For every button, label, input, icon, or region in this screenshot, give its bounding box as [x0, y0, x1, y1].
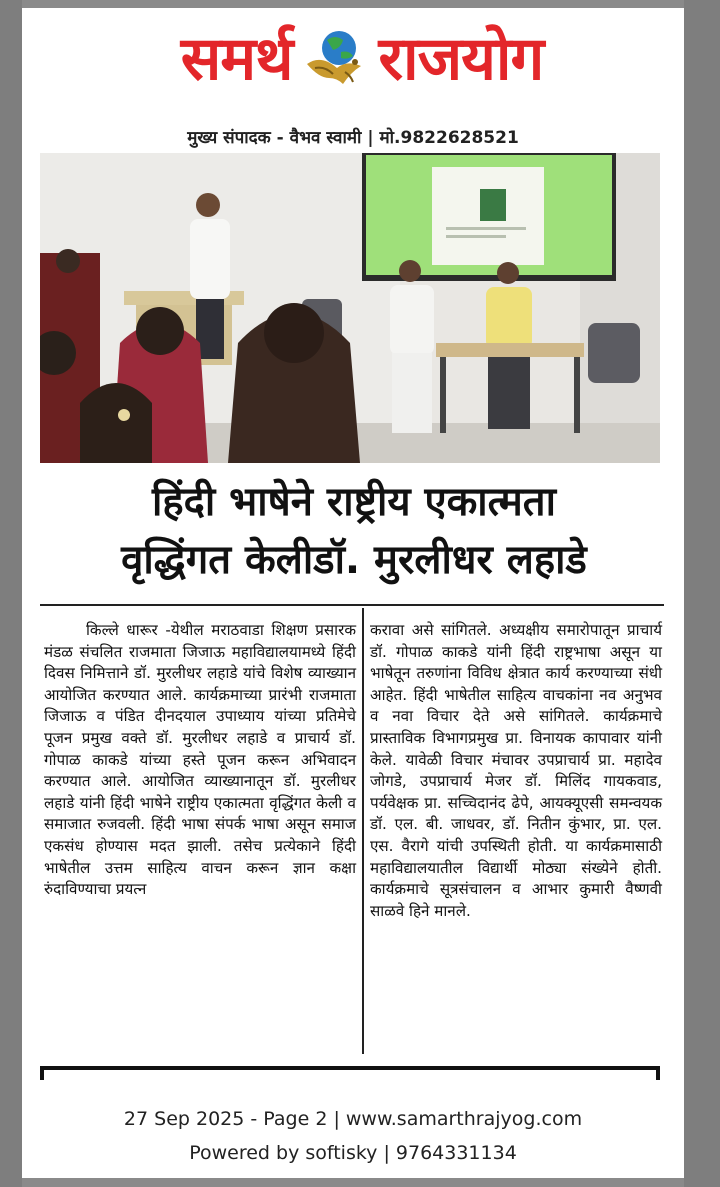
headline-rule — [40, 604, 664, 606]
brand-left-word: समर्थ — [180, 24, 293, 94]
brand-right-word: राजयोग — [378, 24, 544, 94]
article-column-left: किल्ले धारूर -येथील मराठवाडा शिक्षण प्रसारक मंडळ संचलित राजमाता जिजाऊ महाविद्यालयामध्ये हिंदी दिवस निमित्ताने डॉ. मुरलीधर लहाडे यांचे विशेष व्याख्यान आयोजित करण्यात आले. कार्यक्रमाच्या प्रारंभी राजमाता जिजाऊ व पंडित दीनदयाल उपाध्याय यांच्या प्रतिमेचे पूजन प्रमुख वक्ते डॉ. मुरलीधर लहाडे व प्राचार्य डॉ. गोपाळ काकडे यांच्या हस्ते पूजन करून अभिवादन करण्यात आले. आयोजित व्याख्यानातून डॉ. मुरलीधर लहाडे यांनी हिंदी भाषेने राष्ट्रीय एकात्मता वृद्धिंगत केली व समाजात रुजवली. हिंदी भाषा संपर्क भाषा असून समाज एकसंध होण्यास मदत झाली. तसेच प्रत्येकाने हिंदी भाषेतील उत्तम साहित्य वाचन करून ज्ञान कक्षा रुंदाविण्याचा प्रयत्न — [44, 621, 356, 899]
editor-contact-line: मुख्य संपादक - वैभव स्वामी | मो.9822628521 — [187, 128, 519, 148]
footer-rule-tick-right — [656, 1066, 660, 1080]
footer-date-website: 27 Sep 2025 - Page 2 | www.samarthrajyog.com — [123, 1108, 583, 1130]
article-column-right: करावा असे सांगितले. अध्यक्षीय समारोपातून प्राचार्य डॉ. गोपाळ काकडे यांनी हिंदी राष्ट्रभाषा असून या भाषेतून तरुणांना विविध क्षेत्रात कार्य करण्याच्या संधी आहेत. हिंदी भाषेतील साहित्य वाचकांना नव अनुभव व नवा विचार देते असे सांगितले. कार्यक्रमाचे प्रास्ताविक विभागप्रमुख प्रा. विनायक कापावार यांनी केले. यावेळी विचार मंचावर उपप्राचार्य प्रा. महादेव जोगडे, उपप्राचार्य मेजर डॉ. मिलिंद गायकवाड, पर्यवेक्षक प्रा. सच्चिदानंद ढेपे, आयक्यूएसी समन्वयक डॉ. एल. बी. जाधवर, डॉ. नितीन कुंभार, प्रा. एल. एस. वैरागे यांची उपस्थिती होती. या कार्यक्रमासाठी महाविद्यालयातील विद्यार्थी मोठ्या संख्येने होती. कार्यक्रमाचे सूत्रसंचालन व आभार कुमारी वैष्णवी साळवे हिने मानले. — [370, 621, 662, 920]
footer-powered-by: Powered by softisky | 9764331134 — [189, 1142, 517, 1164]
newspaper-page — [22, 8, 684, 1178]
footer-rule — [40, 1066, 660, 1070]
headline-line-1: हिंदी भाषेने राष्ट्रीय एकात्मता — [152, 479, 556, 525]
right-frame — [684, 0, 720, 1187]
footer-rule-tick-left — [40, 1066, 44, 1080]
headline-line-2: वृद्धिंगत केलीडॉ. मुरलीधर लहाडे — [121, 537, 587, 583]
article-headline — [34, 473, 674, 589]
column-divider — [362, 608, 364, 1054]
event-photo — [40, 153, 660, 463]
left-frame — [0, 0, 22, 1187]
brand-title — [82, 14, 642, 104]
masthead — [22, 8, 684, 148]
globe-eagle-logo-icon — [301, 24, 371, 94]
